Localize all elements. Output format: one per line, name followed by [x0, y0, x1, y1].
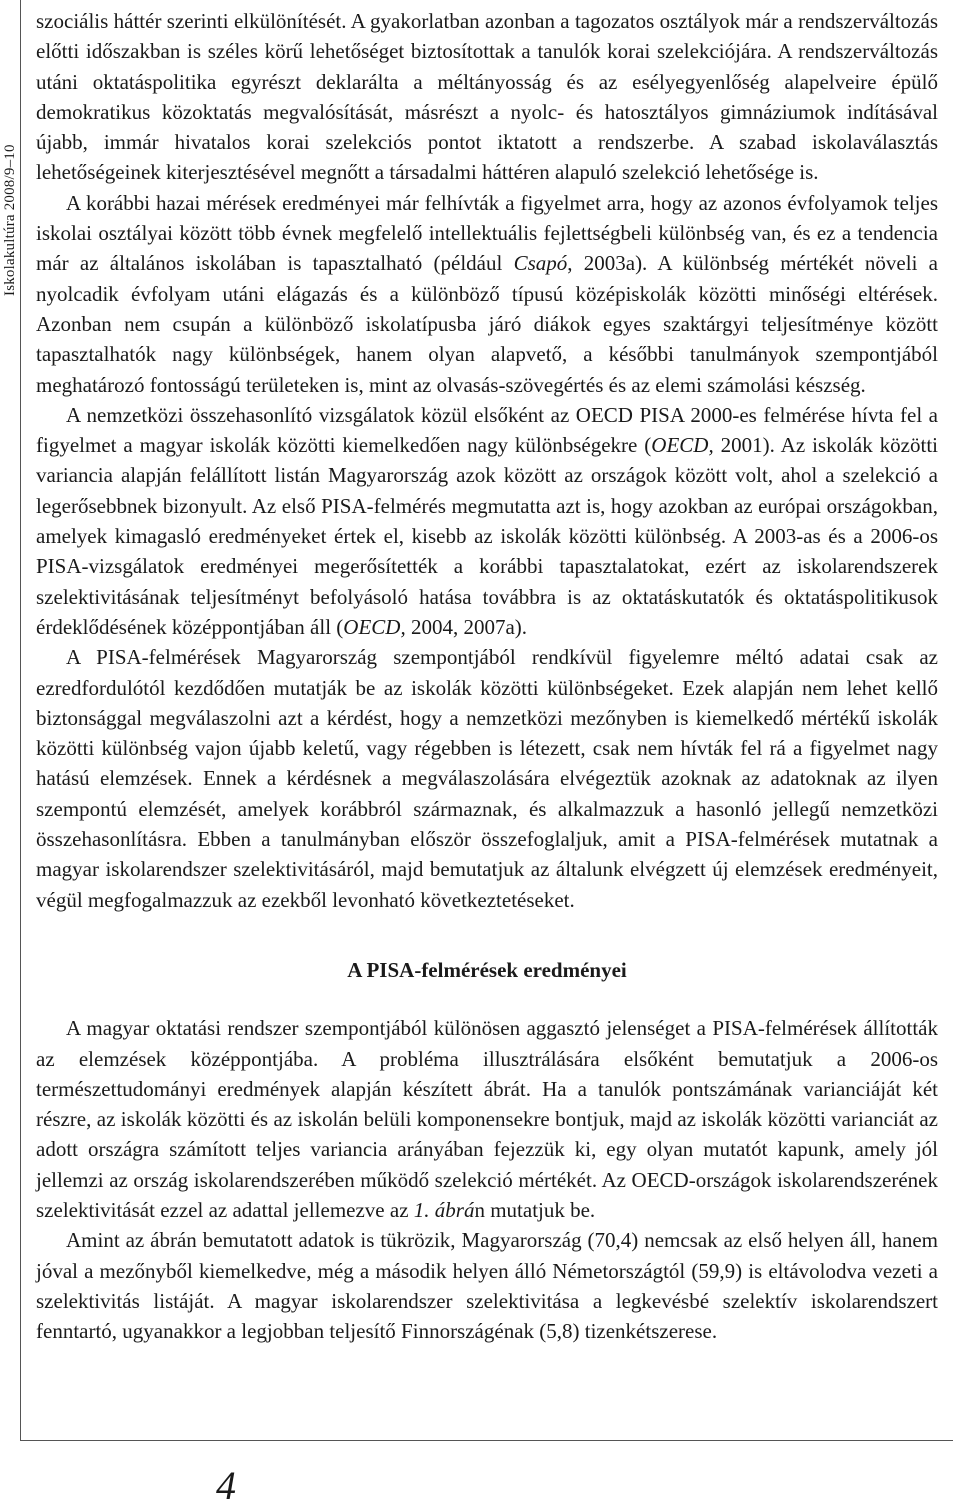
paragraph-text: , 2003a). A különbség mértékét növeli a nyolcadik évfolyam utáni elágazás és a különböző típusú középiskolák közötti minőségi eltérések. Azonban nem csupán a különböző iskolatípusba járó diákok egyes szaktárgyi teljesítménye között tapasztalhatók nagy különbségek, hanem olyan alapvető, a későbbi tanulmányok szempontjából meghatározó fontosságú területeken is, mint az olvasás-szövegértés és az elemi számolási készség. — [36, 251, 938, 397]
italic-citation: OECD, — [343, 614, 406, 639]
paragraph-text: n mutatjuk be. — [474, 1197, 596, 1222]
paragraph — [36, 400, 938, 642]
paragraph-text: A korábbi hazai mérések eredményei már felhívták a figyelmet arra, hogy az azonos évfolyamok teljes iskolai osztályai között több évnek megfelelő intellektuális fejlettségbeli különbség van, és ez a tendencia már az általános iskolában is tapasztalható (például — [36, 190, 938, 276]
horizontal-rule — [20, 1440, 953, 1441]
paragraph — [36, 642, 938, 915]
paragraph-text: 2004, 2007a). — [405, 614, 528, 639]
paragraph-text: szociális háttér szerinti elkülönítését. A gyakorlatban azonban a tagozatos osztályok már a rendszerváltozás előtti időszakban is széles körű lehetőséget biztosítottak a tanulók korai szelekciójára. A rendszerváltozás utáni oktatáspolitika egyrészt deklarálta a méltányosság és az esélyegyenlőség alapelveire épülő demokratikus közoktatás megvalósítását, másrészt a nyolc- és hatosztályos gimnáziumok indításával újabb, immár hivatalos korai szelekciós pontot iktatott a rendszerbe. A szabad iskolaválasztás lehetőségeinek kiterjesztésével megnőtt a társadalmi háttéren alapuló szelekció lehetősége is. — [36, 9, 938, 185]
journal-running-title: Iskolakultúra 2008/9–10 — [2, 144, 18, 296]
paragraph-text: Amint az ábrán bemutatott adatok is tükrözik, Magyarország (70,4) nemcsak az első helyen áll, hanem jóval a mezőnyből kiemelkedve, még a második helyen álló Németországtól (59,9) is eltávolodva vezeti a szelektivitás listáját. A magyar iskolarendszer szelektivitása a legkevésbé szelektív iskolarendszert fenntartó, ugyanakkor a legjobban teljesítő Finnországénak (5,8) tizenkétszerese. — [36, 1228, 938, 1344]
paragraph-text: A magyar oktatási rendszer szempontjából különösen aggasztó jelenséget a PISA-felmérések állították az elemzések középpontjába. A probléma illusztrálására elsőként bemutatjuk a 2006-os természettudományi eredmények alapján készített ábrát. Ha a tanulók pontszámának varianciáját két részre, az iskolák közötti és az iskolán belüli komponensekre bontjuk, majd az iskolák közötti varianciát az adott országra számított teljes variancia arányában fejezzük ki, egy olyan mutatót kapunk, amely jól jellemzi az ország iskolarendszerében működő szelekció mértékét. Az OECD-országok iskolarendszerének szelektivitását ezzel az adattal jellemezve az — [36, 1016, 938, 1222]
paragraph-text: A nemzetközi összehasonlító vizsgálatok közül elsőként az OECD PISA 2000-es felmérése hívta fel a figyelmet a magyar iskolák közötti kiemelkedően nagy különbségekre ( — [36, 402, 938, 458]
paragraph — [36, 188, 938, 400]
running-head — [2, 0, 18, 300]
page-number: 4 — [216, 1463, 236, 1508]
italic-citation: 1. ábrá — [413, 1197, 475, 1222]
italic-citation: OECD, — [651, 433, 714, 458]
paragraph — [36, 1013, 938, 1225]
italic-citation: Csapó — [513, 251, 568, 276]
vertical-rule — [20, 0, 21, 1440]
paragraph-text: A PISA-felmérések Magyarország szempontjából rendkívül figyelemre méltó adatai csak az ezredfordulótól kezdődően mutatják be az iskolák közötti különbségeket. Ezek alapján nem lehet kellő biztonsággal megválaszolni azt a kérdést, hogy a nemzetközi mezőnyben is kiemelkedő mértékű iskolák közötti különbség vajon újabb keletű, vagy régebben is létezett, csak nem hívták fel rá a figyelmet nagy hatású elemzések. Ennek a kérdésnek a megválaszolására elvégeztük azoknak az adatoknak az ilyen szempontú elemzését, amelyek korábbról származnak, és alkalmazzuk a hasonló jellegű nemzetközi összehasonlításra. Ebben a tanulmányban először összefoglaljuk, amit a PISA-felmérések mutatnak a magyar iskolarendszer szelektivitásáról, majd bemutatjuk az általunk elvégzett új elemzések eredményeit, végül megfogalmazzuk az ezekből levonható következtetéseket. — [36, 645, 938, 912]
paragraph — [36, 6, 938, 188]
article-body — [36, 6, 938, 1346]
paragraph-text: 2001). Az iskolák közötti variancia alapján felállított listán Magyarország azok között az országok között volt, ahol a szelekció a legerősebbnek bizonyult. Az első PISA-felmérés megmutatta azt is, hogy azokban az európai országokban, amelyek kimagasló eredményeket értek el, kisebb az iskolák közötti különbség. A 2003-as és a 2006-os PISA-vizsgálatok eredményei megerősítették a korábbi tapasztalatokat, ezért az iskolarendszerek szelektivitásának teljesítményt befolyásoló hatása továbbra is az oktatáskutatók és oktatáspolitikusok érdeklődésének középpontjában áll ( — [36, 433, 938, 639]
section-title: A PISA-felmérések eredményei — [347, 957, 627, 982]
paragraph — [36, 1225, 938, 1346]
